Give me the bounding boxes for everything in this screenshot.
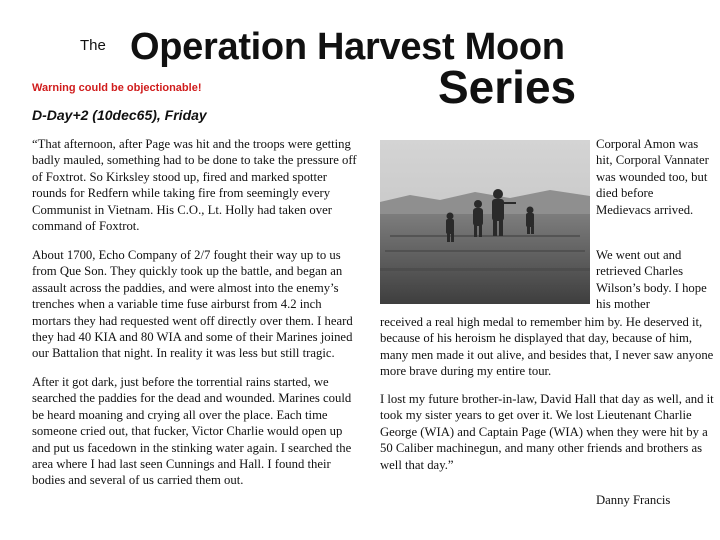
warning-text: Warning could be objectionable! bbox=[32, 82, 202, 94]
date-heading: D-Day+2 (10dec65), Friday bbox=[32, 107, 207, 123]
right-paragraph-2-top: We went out and retrieved Charles Wilson’s body. I hope his mother bbox=[596, 248, 707, 312]
left-paragraph-2: About 1700, Echo Company of 2/7 fought their way up to us from Que Son. They quickly took up the battle, and began an assault across the paddies, and were almost into the enemy’s trenches when a variable time fuse airburst from 4.2 inch mortars they had requested went off directly over them. I heard they had 40 KIA and 80 WIA and some of their Marines joined our Battalion that night. In reality it was less but still tragic. bbox=[32, 248, 353, 361]
title-prefix: The bbox=[80, 37, 106, 54]
series-label: Series bbox=[438, 61, 577, 113]
soldiers-in-field-photo-icon bbox=[380, 140, 590, 304]
right-paragraph-2-bottom: received a real high medal to remember him by. He deserved it, because of his heroism he displayed that day, because of him, many men made it out alive, and besides that, I never saw anyone more brave during my entire tour. bbox=[380, 315, 714, 379]
right-paragraph-1: Corporal Amon was hit, Corporal Vannater was wounded too, but died before Medievacs arrived. bbox=[596, 137, 709, 217]
right-paragraph-3: I lost my future brother-in-law, David Hall that day as well, and it took my sister years to get over it. We lost Lieutenant Charlie George (WIA) and Captain Page (WIA) when they were hit by a 50 Caliber machinegun, and many other friends and brothers as well that day.” bbox=[380, 392, 714, 472]
left-paragraph-1: “That afternoon, after Page was hit and the troops were getting badly mauled, something had to be done to take the pressure off of Foxtrot. So Kirksley stood up, fired and marked spotter rounds for Redfern while taking fire from seemingly every Communist in Vietnam. His C.O., Lt. Holly had taken over command of Foxtrot. bbox=[32, 137, 357, 234]
page-title: Operation Harvest Moon bbox=[130, 26, 565, 68]
left-paragraph-3: After it got dark, just before the torrential rains started, we searched the paddies for the dead and wounded. Marines could be heard moaning and crying all over the place. Each time someone cried out, that fucker, Victor Charlie would open up and put us facedown in the stinking water again. I searched the area where I had last seen Cunnings and Hall. I found their bodies and several of us carried them out. bbox=[32, 375, 352, 488]
soldiers-photo bbox=[380, 140, 590, 304]
signature: Danny Francis bbox=[596, 493, 671, 507]
